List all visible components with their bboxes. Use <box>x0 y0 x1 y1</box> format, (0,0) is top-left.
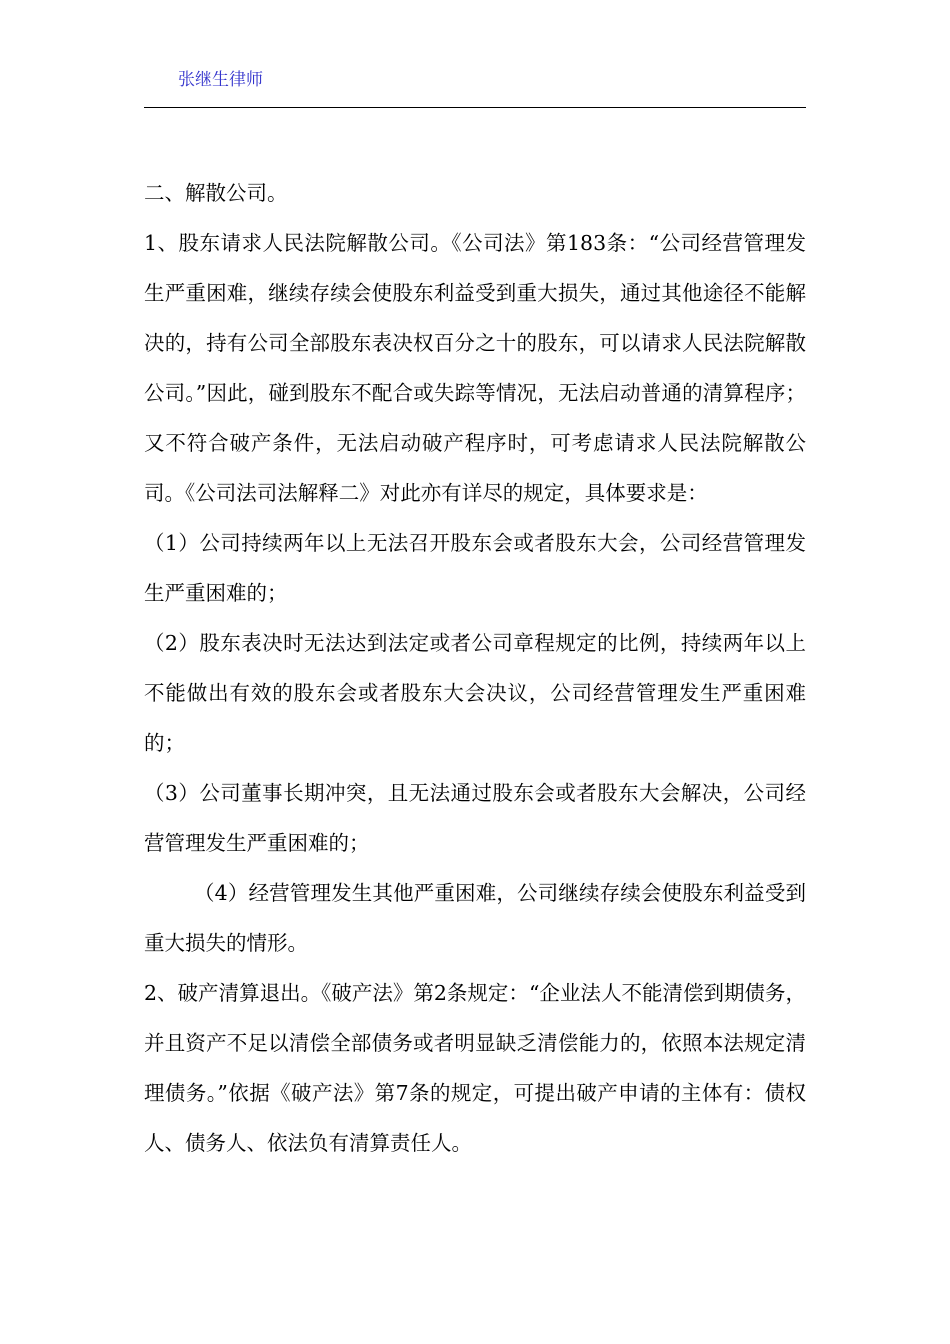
header-author-name: 张继生律师 <box>178 70 263 90</box>
document-body <box>144 168 806 1168</box>
list-item-1: （1）公司持续两年以上无法召开股东会或者股东大会，公司经营管理发生严重困难的； <box>144 531 806 605</box>
list-item-4: （4）经营管理发生其他严重困难，公司继续存续会使股东利益受到重大损失的情形。 <box>144 881 806 955</box>
list-item-2: （2）股东表决时无法达到法定或者公司章程规定的比例，持续两年以上不能做出有效的股东会或者股东大会决议，公司经营管理发生严重困难的； <box>144 631 806 755</box>
list-item-3: （3）公司董事长期冲突，且无法通过股东会或者股东大会解决，公司经营管理发生严重困难的； <box>144 781 806 855</box>
section-heading: 二、解散公司。 <box>144 181 288 205</box>
paragraph-bankruptcy: 2、破产清算退出。《破产法》第2条规定：“企业法人不能清偿到期债务，并且资产不足以清偿全部债务或者明显缺乏清偿能力的，依照本法规定清理债务。”依据《破产法》第7条的规定，可提出破产申请的主体有：债权人、债务人、依法负有清算责任人。 <box>144 981 806 1155</box>
header-divider <box>144 107 806 108</box>
paragraph-dissolution: 1、股东请求人民法院解散公司。《公司法》第183条：“公司经营管理发生严重困难，继续存续会使股东利益受到重大损失，通过其他途径不能解决的，持有公司全部股东表决权百分之十的股东，可以请求人民法院解散公司。”因此，碰到股东不配合或失踪等情况，无法启动普通的清算程序；又不符合破产条件，无法启动破产程序时，可考虑请求人民法院解散公司。《公司法司法解释二》对此亦有详尽的规定，具体要求是： <box>144 231 806 505</box>
